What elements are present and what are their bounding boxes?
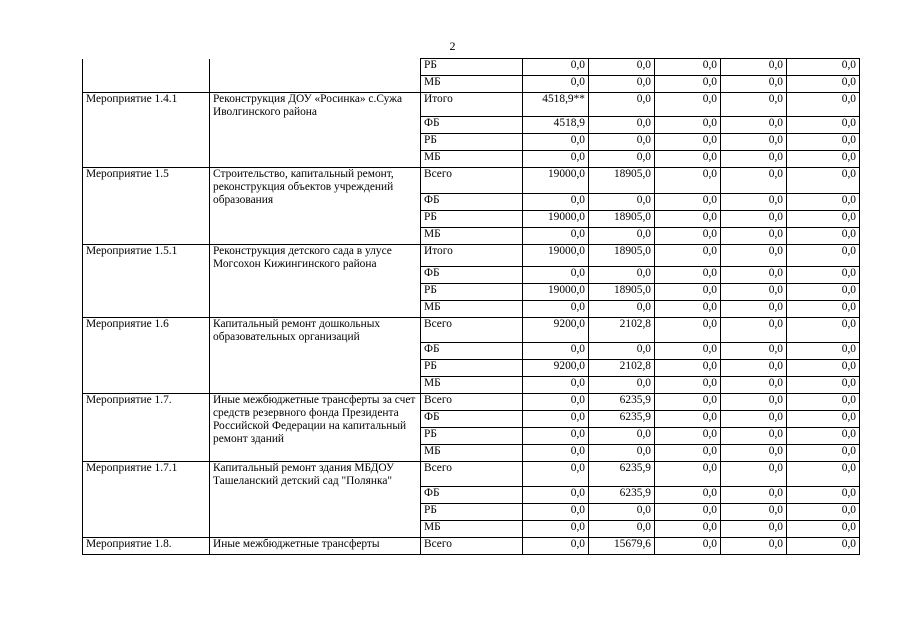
amount-cell: 0,0 [589, 194, 655, 211]
amount-cell: 18905,0 [589, 284, 655, 301]
amount-cell: 0,0 [523, 76, 589, 93]
table-row [83, 462, 860, 487]
amount-cell: 0,0 [655, 168, 721, 194]
amount-cell: 18905,0 [589, 211, 655, 228]
amount-cell: 0,0 [721, 301, 787, 318]
amount-cell: 19000,0 [523, 245, 589, 267]
amount-cell: 0,0 [589, 117, 655, 134]
amount-cell: 0,0 [523, 487, 589, 504]
amount-cell: 0,0 [655, 377, 721, 394]
amount-cell: 0,0 [523, 267, 589, 284]
amount-cell: 0,0 [655, 487, 721, 504]
amount-cell: 0,0 [721, 504, 787, 521]
amount-cell: 0,0 [787, 521, 860, 538]
funding-source-cell: Всего [421, 538, 523, 555]
table-row [83, 168, 860, 194]
funding-source-cell: ФБ [421, 194, 523, 211]
funding-source-cell: МБ [421, 301, 523, 318]
description-cell: Реконструкция ДОУ «Росинка» с.Сужа Иволгинского района [210, 93, 421, 168]
amount-cell: 0,0 [589, 76, 655, 93]
amount-cell: 0,0 [721, 343, 787, 360]
funding-source-cell: Всего [421, 394, 523, 411]
amount-cell: 0,0 [655, 76, 721, 93]
amount-cell: 0,0 [721, 445, 787, 462]
funding-source-cell: Итого [421, 93, 523, 117]
amount-cell: 0,0 [721, 538, 787, 555]
amount-cell: 4518,9 [523, 117, 589, 134]
amount-cell: 0,0 [721, 267, 787, 284]
amount-cell: 0,0 [655, 521, 721, 538]
amount-cell: 19000,0 [523, 168, 589, 194]
table-row [83, 93, 860, 117]
amount-cell: 0,0 [787, 301, 860, 318]
amount-cell: 0,0 [523, 377, 589, 394]
budget-table [82, 58, 860, 555]
amount-cell: 0,0 [787, 445, 860, 462]
amount-cell: 0,0 [655, 343, 721, 360]
amount-cell: 0,0 [787, 211, 860, 228]
amount-cell: 0,0 [589, 504, 655, 521]
funding-source-cell: МБ [421, 521, 523, 538]
funding-source-cell: МБ [421, 445, 523, 462]
amount-cell: 0,0 [787, 504, 860, 521]
funding-source-cell: РБ [421, 360, 523, 377]
description-cell-continued [210, 59, 421, 93]
funding-source-cell: РБ [421, 428, 523, 445]
amount-cell: 0,0 [787, 462, 860, 487]
amount-cell: 9200,0 [523, 360, 589, 377]
amount-cell: 0,0 [721, 394, 787, 411]
funding-source-cell: МБ [421, 76, 523, 93]
amount-cell: 0,0 [787, 168, 860, 194]
page-number: 2 [449, 39, 456, 53]
amount-cell: 0,0 [655, 411, 721, 428]
amount-cell: 0,0 [721, 59, 787, 76]
amount-cell: 18905,0 [589, 245, 655, 267]
amount-cell: 0,0 [787, 117, 860, 134]
amount-cell: 0,0 [523, 228, 589, 245]
amount-cell: 0,0 [655, 538, 721, 555]
amount-cell: 0,0 [589, 151, 655, 168]
amount-cell: 0,0 [523, 504, 589, 521]
amount-cell: 0,0 [721, 134, 787, 151]
amount-cell: 0,0 [589, 228, 655, 245]
amount-cell: 0,0 [721, 462, 787, 487]
amount-cell: 0,0 [787, 93, 860, 117]
description-cell: Реконструкция детского сада в улусе Могсохон Кижингинского района [210, 245, 421, 318]
amount-cell: 0,0 [655, 445, 721, 462]
amount-cell: 0,0 [589, 445, 655, 462]
event-cell: Мероприятие 1.4.1 [83, 93, 210, 168]
amount-cell: 0,0 [721, 428, 787, 445]
funding-source-cell: РБ [421, 284, 523, 301]
amount-cell: 0,0 [523, 428, 589, 445]
funding-source-cell: Всего [421, 462, 523, 487]
event-cell: Мероприятие 1.6 [83, 318, 210, 394]
amount-cell: 0,0 [655, 134, 721, 151]
funding-source-cell: МБ [421, 377, 523, 394]
amount-cell: 19000,0 [523, 211, 589, 228]
funding-source-cell: ФБ [421, 117, 523, 134]
event-cell: Мероприятие 1.7.1 [83, 462, 210, 538]
funding-source-cell: Всего [421, 318, 523, 343]
table-row [83, 394, 860, 411]
event-cell: Мероприятие 1.5 [83, 168, 210, 245]
amount-cell: 0,0 [655, 301, 721, 318]
amount-cell: 0,0 [655, 93, 721, 117]
amount-cell: 0,0 [523, 343, 589, 360]
amount-cell: 9200,0 [523, 318, 589, 343]
amount-cell: 0,0 [655, 151, 721, 168]
amount-cell: 0,0 [787, 245, 860, 267]
amount-cell: 0,0 [787, 284, 860, 301]
amount-cell: 0,0 [589, 343, 655, 360]
funding-source-cell: РБ [421, 59, 523, 76]
amount-cell: 0,0 [787, 360, 860, 377]
amount-cell: 0,0 [721, 228, 787, 245]
amount-cell: 0,0 [721, 93, 787, 117]
funding-source-cell: ФБ [421, 267, 523, 284]
amount-cell: 0,0 [523, 194, 589, 211]
amount-cell: 0,0 [655, 284, 721, 301]
amount-cell: 0,0 [589, 59, 655, 76]
amount-cell: 0,0 [655, 194, 721, 211]
amount-cell: 6235,9 [589, 487, 655, 504]
amount-cell: 0,0 [655, 117, 721, 134]
funding-source-cell: Итого [421, 245, 523, 267]
amount-cell: 0,0 [787, 318, 860, 343]
event-cell-continued [83, 59, 210, 93]
amount-cell: 6235,9 [589, 411, 655, 428]
amount-cell: 0,0 [721, 168, 787, 194]
amount-cell: 0,0 [721, 521, 787, 538]
description-cell: Иные межбюджетные трансферты за счет средств резервного фонда Президента Российской Федерации на капитальный ремонт зданий [210, 394, 421, 462]
funding-source-cell: ФБ [421, 343, 523, 360]
funding-source-cell: МБ [421, 151, 523, 168]
event-cell: Мероприятие 1.5.1 [83, 245, 210, 318]
amount-cell: 0,0 [655, 245, 721, 267]
amount-cell: 6235,9 [589, 462, 655, 487]
amount-cell: 0,0 [787, 134, 860, 151]
amount-cell: 0,0 [655, 462, 721, 487]
amount-cell: 0,0 [721, 284, 787, 301]
amount-cell: 0,0 [787, 59, 860, 76]
amount-cell: 0,0 [589, 301, 655, 318]
amount-cell: 0,0 [523, 445, 589, 462]
amount-cell: 0,0 [523, 151, 589, 168]
amount-cell: 0,0 [523, 134, 589, 151]
amount-cell: 0,0 [787, 428, 860, 445]
description-cell: Капитальный ремонт дошкольных образовательных организаций [210, 318, 421, 394]
amount-cell: 0,0 [787, 194, 860, 211]
table-row [83, 538, 860, 555]
amount-cell: 4518,9** [523, 93, 589, 117]
amount-cell: 0,0 [523, 59, 589, 76]
amount-cell: 0,0 [589, 377, 655, 394]
amount-cell: 0,0 [655, 59, 721, 76]
funding-source-cell: РБ [421, 504, 523, 521]
event-cell: Мероприятие 1.8. [83, 538, 210, 555]
amount-cell: 0,0 [655, 228, 721, 245]
amount-cell: 0,0 [721, 318, 787, 343]
amount-cell: 0,0 [589, 267, 655, 284]
amount-cell: 0,0 [655, 267, 721, 284]
amount-cell: 0,0 [721, 211, 787, 228]
amount-cell: 0,0 [787, 377, 860, 394]
amount-cell: 15679,6 [589, 538, 655, 555]
table-row [83, 318, 860, 343]
amount-cell: 0,0 [655, 504, 721, 521]
amount-cell: 0,0 [523, 394, 589, 411]
amount-cell: 0,0 [787, 487, 860, 504]
event-cell: Мероприятие 1.7. [83, 394, 210, 462]
amount-cell: 0,0 [589, 134, 655, 151]
amount-cell: 0,0 [589, 521, 655, 538]
amount-cell: 0,0 [787, 76, 860, 93]
amount-cell: 19000,0 [523, 284, 589, 301]
description-cell: Строительство, капитальный ремонт, реконструкция объектов учреждений образования [210, 168, 421, 245]
funding-source-cell: РБ [421, 134, 523, 151]
funding-source-cell: МБ [421, 228, 523, 245]
amount-cell: 0,0 [787, 267, 860, 284]
amount-cell: 0,0 [787, 343, 860, 360]
funding-source-cell: ФБ [421, 487, 523, 504]
amount-cell: 0,0 [655, 360, 721, 377]
amount-cell: 0,0 [721, 76, 787, 93]
amount-cell: 0,0 [655, 211, 721, 228]
amount-cell: 0,0 [523, 462, 589, 487]
amount-cell: 0,0 [721, 377, 787, 394]
amount-cell: 0,0 [721, 487, 787, 504]
funding-source-cell: РБ [421, 211, 523, 228]
amount-cell: 0,0 [655, 318, 721, 343]
amount-cell: 0,0 [721, 411, 787, 428]
amount-cell: 2102,8 [589, 360, 655, 377]
amount-cell: 0,0 [721, 194, 787, 211]
table-row [83, 245, 860, 267]
amount-cell: 0,0 [787, 411, 860, 428]
description-cell: Капитальный ремонт здания МБДОУ Ташеланский детский сад "Полянка" [210, 462, 421, 538]
amount-cell: 0,0 [721, 245, 787, 267]
table-row [83, 59, 860, 76]
amount-cell: 0,0 [787, 394, 860, 411]
amount-cell: 0,0 [787, 151, 860, 168]
amount-cell: 0,0 [523, 538, 589, 555]
amount-cell: 0,0 [589, 93, 655, 117]
amount-cell: 2102,8 [589, 318, 655, 343]
amount-cell: 0,0 [523, 521, 589, 538]
funding-source-cell: ФБ [421, 411, 523, 428]
amount-cell: 0,0 [721, 117, 787, 134]
description-cell: Иные межбюджетные трансферты [210, 538, 421, 555]
amount-cell: 18905,0 [589, 168, 655, 194]
amount-cell: 0,0 [655, 428, 721, 445]
amount-cell: 0,0 [721, 360, 787, 377]
amount-cell: 0,0 [655, 394, 721, 411]
amount-cell: 6235,9 [589, 394, 655, 411]
amount-cell: 0,0 [523, 411, 589, 428]
amount-cell: 0,0 [787, 538, 860, 555]
amount-cell: 0,0 [589, 428, 655, 445]
amount-cell: 0,0 [787, 228, 860, 245]
amount-cell: 0,0 [721, 151, 787, 168]
funding-source-cell: Всего [421, 168, 523, 194]
amount-cell: 0,0 [523, 301, 589, 318]
